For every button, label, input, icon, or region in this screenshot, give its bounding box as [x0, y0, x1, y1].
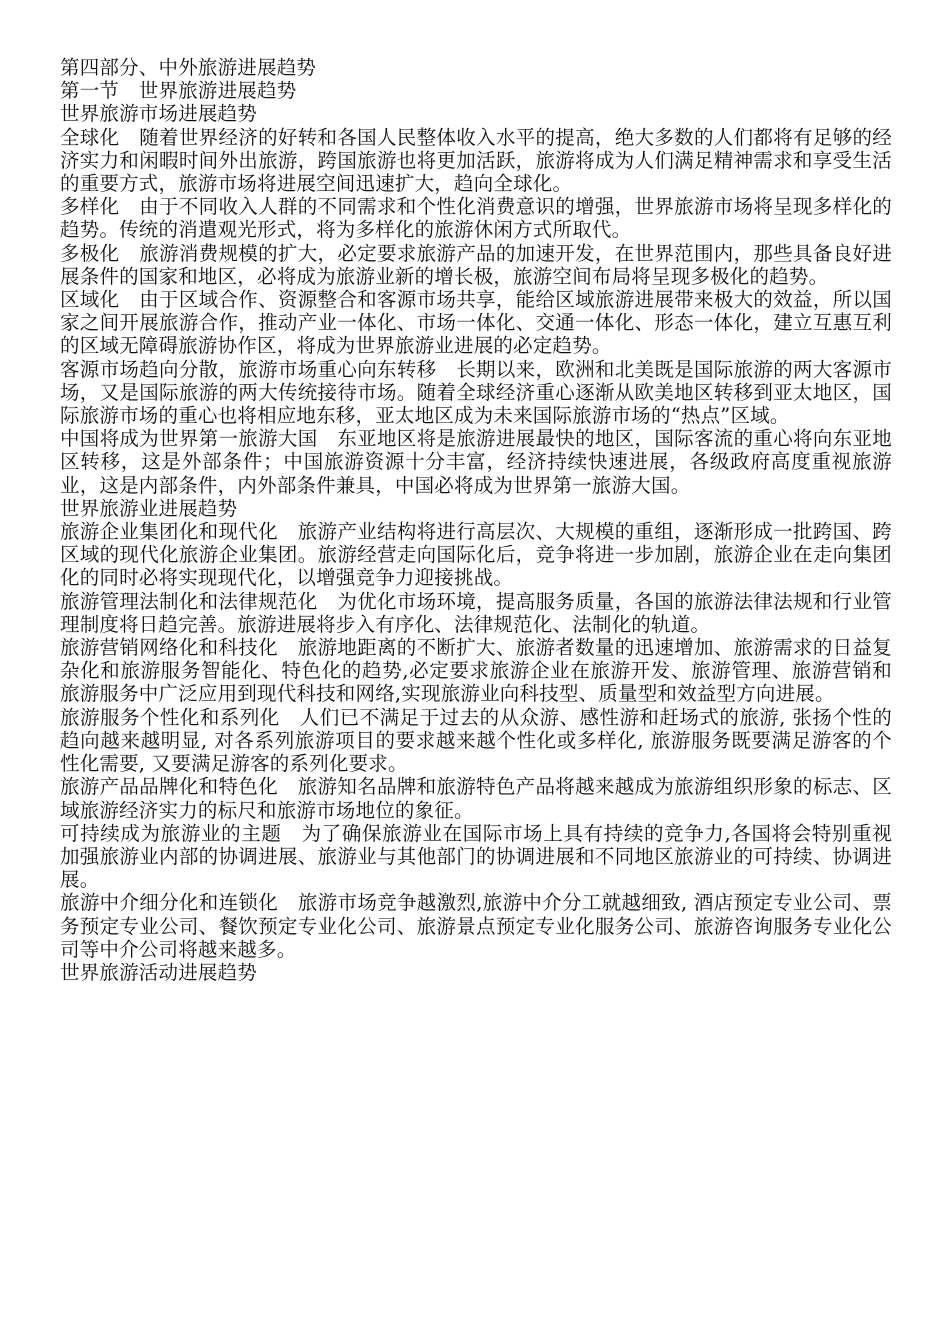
market-item-multipolarization [60, 242, 892, 288]
item-lead: 多样化 [60, 195, 140, 219]
section-title: 第一节 世界旅游进展趋势 [60, 79, 297, 103]
item-lead: 旅游管理法制化和法律规范化 [60, 589, 338, 613]
industry-item-legalization [60, 590, 892, 636]
market-item-globalization [60, 126, 892, 196]
market-trends-heading: 世界旅游市场进展趋势 [60, 102, 258, 126]
item-lead: 多极化 [60, 241, 140, 265]
industry-item-personalized-service [60, 706, 892, 776]
item-text: 旅游消费规模的扩大，必定要求旅游产品的加速开发，在世界范围内，那些具备良好进展条件的国家和地区，必将成为旅游业新的增长极，旅游空间布局将呈现多极化的趋势。 [60, 241, 892, 288]
item-text: 旅游产业结构将进行高层次、大规模的重组，逐渐形成一批跨国、跨区域的现代化旅游企业集团。旅游经营走向国际化后，竞争将进一步加剧，旅游企业在走向集团化的同时必将实现现代化，以增强竞争力迎接挑战。 [60, 520, 892, 590]
item-text: 随着世界经济的好转和各国人民整体收入水平的提高，绝大多数的人们都将有足够的经济实力和闲暇时间外出旅游，跨国旅游也将更加活跃，旅游将成为人们满足精神需求和享受生活的重要方式，旅游市场将进展空间迅速扩大，趋向全球化。 [60, 125, 892, 196]
activity-trends-heading: 世界旅游活动进展趋势 [60, 960, 258, 984]
industry-trends-heading: 世界旅游业进展趋势 [60, 496, 238, 520]
item-text: 长期以来，欧洲和北美既是国际旅游的两大客源市场，又是国际旅游的两大传统接待市场。随着全球经济重心逐渐从欧美地区转移到亚太地区，国际旅游市场的重心也将相应地东移，亚太地区成为未来国际旅游市场的“热点”区域。 [60, 357, 892, 428]
item-lead: 区域化 [60, 288, 140, 312]
item-lead: 旅游企业集团化和现代化 [60, 520, 298, 544]
industry-item-conglomeration [60, 520, 892, 590]
industry-item-intermediaries [60, 891, 892, 961]
part-title: 第四部分、中外旅游进展趋势 [60, 56, 317, 79]
item-text: 旅游市场竞争越激烈,旅游中介分工就越细致, 酒店预定专业公司、票务预定专业公司、餐饮预定专业化公司、旅游景点预定专业化服务公司、旅游咨询服务专业化公司等中介公司将越来越多。 [60, 891, 892, 961]
item-lead: 旅游中介细分化和连锁化 [60, 891, 298, 915]
item-text: 人们已不满足于过去的从众游、感性游和赶场式的旅游, 张扬个性的趋向越来越明显, 对各系列旅游项目的要求越来越个性化或多样化, 旅游服务既要满足游客的个性化需要, 又要满足游客的系列化要求。 [60, 705, 892, 776]
item-text: 由于不同收入人群的不同需求和个性化消费意识的增强，世界旅游市场将呈现多样化的趋势。传统的消遣观光形式，将为多样化的旅游休闲方式所取代。 [60, 195, 892, 242]
market-item-diversification [60, 195, 892, 241]
item-lead: 旅游营销网络化和科技化 [60, 636, 298, 660]
item-lead: 全球化 [60, 125, 140, 149]
item-lead: 旅游产品品牌化和特色化 [60, 775, 298, 799]
item-text: 为了确保旅游业在国际市场上具有持续的竞争力,各国将会特别重视加强旅游业内部的协调进展、旅游业与其他部门的协调进展和不同地区旅游业的可持续、协调进展。 [60, 821, 892, 892]
item-text: 东亚地区将是旅游进展最快的地区，国际客流的重心将向东亚地区转移，这是外部条件；中国旅游资源十分丰富，经济持续快速进展，各级政府高度重视旅游业，这是内部条件，内外部条件兼具，中国必将成为世界第一旅游大国。 [60, 427, 892, 497]
market-item-regionalization [60, 288, 892, 358]
item-text: 由于区域合作、资源整合和客源市场共享，能给区域旅游进展带来极大的效益，所以国家之间开展旅游合作，推动产业一体化、市场一体化、交通一体化、形态一体化，建立互惠互利的区域无障碍旅游协作区，将成为世界旅游业进展的必定趋势。 [60, 288, 892, 358]
item-lead: 旅游服务个性化和系列化 [60, 705, 300, 729]
market-item-eastward-shift [60, 358, 892, 428]
item-text: 旅游地距离的不断扩大、旅游者数量的迅速增加、旅游需求的日益复杂化和旅游服务智能化、特色化的趋势,必定要求旅游企业在旅游开发、旅游管理、旅游营销和旅游服务中广泛应用到现代科技和网络,实现旅游业向科技型、质量型和效益型方向进展。 [60, 636, 892, 706]
item-lead: 中国将成为世界第一旅游大国 [60, 427, 338, 451]
industry-item-networked-marketing [60, 636, 892, 706]
item-lead: 可持续成为旅游业的主题 [60, 821, 302, 845]
item-text: 旅游知名品牌和旅游特色产品将越来越成为旅游组织形象的标志、区域旅游经济实力的标尺和旅游市场地位的象征。 [60, 775, 892, 822]
item-lead: 客源市场趋向分散，旅游市场重心向东转移 [60, 357, 457, 381]
market-item-china-first [60, 427, 892, 497]
item-text: 为优化市场环境，提高服务质量，各国的旅游法律法规和行业管理制度将日趋完善。旅游进展将步入有序化、法律规范化、法制化的轨道。 [60, 589, 892, 636]
industry-item-branding [60, 775, 892, 821]
industry-item-sustainability [60, 822, 892, 892]
document-page [60, 56, 892, 984]
